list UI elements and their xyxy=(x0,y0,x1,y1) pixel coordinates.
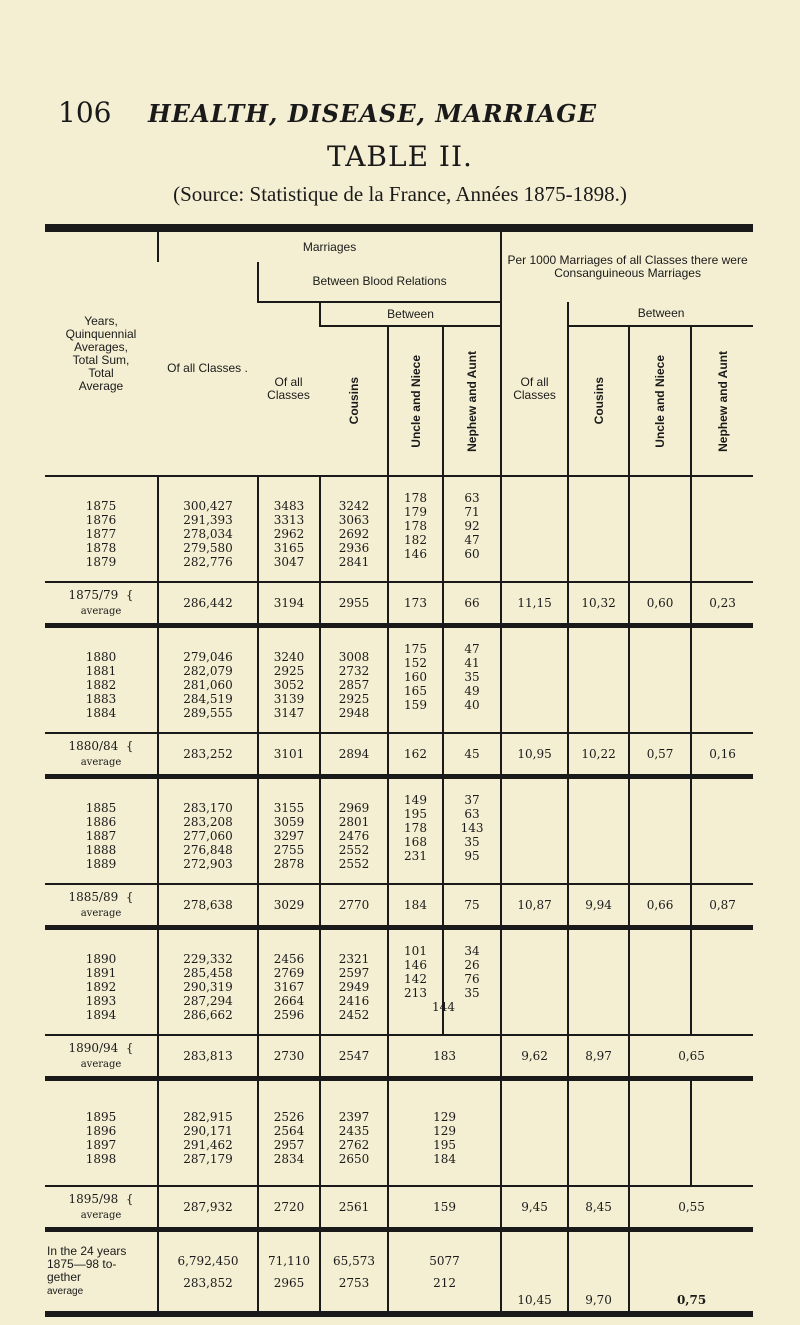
avg-cousins-cell: 2547 xyxy=(320,1035,388,1079)
blood-all-classes-header: Of all Classes xyxy=(258,302,320,476)
uncle-nephew-merged-cell: 129 129 195 184 xyxy=(388,1079,501,1187)
cousins-cell: 3242 3063 2692 2936 2841 xyxy=(320,476,388,582)
cousins-header: Cousins xyxy=(320,326,388,476)
marriages-header: Marriages xyxy=(158,232,501,262)
avg-uncle-cell: 162 xyxy=(388,733,443,777)
nephew-aunt-cell: 47 41 35 49 40 xyxy=(443,626,501,734)
avg-p-cousins-cell: 8,45 xyxy=(568,1186,629,1230)
nephew-aunt-cell: 37 63 143 35 95 xyxy=(443,777,501,885)
avg-p-all-cell: 9,62 xyxy=(501,1035,568,1079)
avg-cousins-cell: 2770 xyxy=(320,884,388,928)
total-blood-cell: 71,110 2965 xyxy=(258,1230,320,1315)
average-row xyxy=(45,884,753,928)
page-number: 106 xyxy=(58,96,112,129)
avg-p-nephew-cell: 0,16 xyxy=(691,733,753,777)
blood-all-cell: 3240 2925 3052 3139 3147 xyxy=(258,626,320,734)
nephew-aunt-cell: 63 71 92 47 60 xyxy=(443,476,501,582)
avg-nephew-cell: 66 xyxy=(443,582,501,626)
avg-p-cousins-cell: 10,22 xyxy=(568,733,629,777)
uncle-niece-cell: 175 152 160 165 159 xyxy=(388,626,443,734)
average-row xyxy=(45,733,753,777)
uncle-niece-cell: 178 179 178 182 146 xyxy=(388,476,443,582)
total-cousins-cell: 65,573 2753 xyxy=(320,1230,388,1315)
avg-p-cousins-cell: 8,97 xyxy=(568,1035,629,1079)
total-uncle-nephew-cell: 5077 212 xyxy=(388,1230,501,1315)
average-label: 1885/89 { average xyxy=(45,884,158,928)
years-cell: 1890 1891 1892 1893 1894 xyxy=(85,952,117,1022)
per1000-cousins-header: Cousins xyxy=(568,326,629,476)
avg-uncle-nephew-cell: 183 xyxy=(388,1035,501,1079)
per1000-header: Per 1000 Marriages of all Classes there were Consanguineous Marriages xyxy=(501,232,753,302)
avg-nephew-cell: 45 xyxy=(443,733,501,777)
avg-uncle-cell: 184 xyxy=(388,884,443,928)
blood-all-cell: 2526 2564 2957 2834 xyxy=(258,1079,320,1187)
all-classes-cell: 282,915 290,171 291,462 287,179 xyxy=(158,1079,258,1187)
avg-p-uncle-nephew-cell: 0,65 xyxy=(629,1035,753,1079)
per1000-between-header: Between xyxy=(568,302,753,326)
total-row xyxy=(45,1230,753,1315)
avg-blood-cell: 3194 xyxy=(258,582,320,626)
avg-p-uncle-cell: 0,60 xyxy=(629,582,691,626)
nephew-aunt-cell: 34 26 76 35 xyxy=(443,928,501,1036)
average-row xyxy=(45,582,753,626)
nephew-aunt-header: Nephew and Aunt xyxy=(443,326,501,476)
years-cell: 1885 1886 1887 1888 1889 xyxy=(85,801,117,871)
avg-p-nephew-cell: 0,87 xyxy=(691,884,753,928)
blood-all-cell: 2456 2769 3167 2664 2596 xyxy=(258,928,320,1036)
years-header: Years, Quinquennial Averages, Total Sum, Total Average xyxy=(45,232,158,476)
average-label: 1880/84 { average xyxy=(45,733,158,777)
page-header xyxy=(58,96,758,129)
year-rows xyxy=(45,1079,753,1187)
avg-p-uncle-cell: 0,57 xyxy=(629,733,691,777)
total-label: In the 24 years 1875—98 to- gether average xyxy=(45,1230,158,1315)
avg-blood-cell: 3101 xyxy=(258,733,320,777)
avg-cousins-cell: 2894 xyxy=(320,733,388,777)
all-classes-cell: 300,427 291,393 278,034 279,580 282,776 xyxy=(158,476,258,582)
year-rows xyxy=(45,626,753,734)
avg-p-uncle-cell: 0,66 xyxy=(629,884,691,928)
avg-p-all-cell: 11,15 xyxy=(501,582,568,626)
year-rows xyxy=(45,476,753,582)
table-source: (Source: Statistique de la France, Années 1875-1898.) xyxy=(173,182,627,206)
all-classes-cell: 279,046 282,079 281,060 284,519 289,555 xyxy=(158,626,258,734)
avg-cousins-cell: 2561 xyxy=(320,1186,388,1230)
average-row xyxy=(45,1035,753,1079)
total-p-cousins-cell: 9,70 xyxy=(568,1230,629,1315)
blood-all-cell: 3155 3059 3297 2755 2878 xyxy=(258,777,320,885)
of-all-classes-header: Of all Classes . xyxy=(158,262,258,476)
cousins-cell: 2969 2801 2476 2552 2552 xyxy=(320,777,388,885)
cousins-cell: 2321 2597 2949 2416 2452 xyxy=(320,928,388,1036)
all-classes-cell: 283,170 283,208 277,060 276,848 272,903 xyxy=(158,777,258,885)
years-cell: 1875 1876 1877 1878 1879 xyxy=(85,499,117,569)
all-classes-cell: 229,332 285,458 290,319 287,294 286,662 xyxy=(158,928,258,1036)
avg-blood-cell: 2730 xyxy=(258,1035,320,1079)
avg-p-all-cell: 9,45 xyxy=(501,1186,568,1230)
average-row xyxy=(45,1186,753,1230)
year-rows xyxy=(45,928,753,1036)
total-all-cell: 6,792,450 283,852 xyxy=(158,1230,258,1315)
years-cell: 1880 1881 1882 1883 1884 xyxy=(85,650,117,720)
running-head: HEALTH, DISEASE, MARRIAGE xyxy=(148,99,598,128)
average-label: 1890/94 { average xyxy=(45,1035,158,1079)
table-title: TABLE II. xyxy=(327,140,473,173)
avg-p-uncle-nephew-cell: 0,55 xyxy=(629,1186,753,1230)
avg-all-cell: 283,252 xyxy=(158,733,258,777)
total-p-all-cell: 10,45 xyxy=(501,1230,568,1315)
marriages-table xyxy=(45,232,753,1317)
avg-all-cell: 286,442 xyxy=(158,582,258,626)
total-p-uncle-nephew-cell: 0,75 xyxy=(629,1230,753,1315)
avg-p-cousins-cell: 10,32 xyxy=(568,582,629,626)
between-blood-header: Between Blood Relations xyxy=(258,262,501,302)
avg-cousins-cell: 2955 xyxy=(320,582,388,626)
avg-p-all-cell: 10,95 xyxy=(501,733,568,777)
avg-p-cousins-cell: 9,94 xyxy=(568,884,629,928)
avg-p-nephew-cell: 0,23 xyxy=(691,582,753,626)
cousins-cell: 2397 2435 2762 2650 xyxy=(320,1079,388,1187)
avg-blood-cell: 3029 xyxy=(258,884,320,928)
per1000-nephew-aunt-header: Nephew and Aunt xyxy=(691,326,753,476)
average-label: 1895/98 { average xyxy=(45,1186,158,1230)
avg-uncle-cell: 173 xyxy=(388,582,443,626)
avg-all-cell: 278,638 xyxy=(158,884,258,928)
avg-uncle-nephew-cell: 159 xyxy=(388,1186,501,1230)
years-cell: 1895 1896 1897 1898 xyxy=(85,1110,117,1166)
uncle-niece-header: Uncle and Niece xyxy=(388,326,443,476)
average-label: 1875/79 { average xyxy=(45,582,158,626)
avg-p-all-cell: 10,87 xyxy=(501,884,568,928)
top-rule xyxy=(45,224,753,232)
blood-all-cell: 3483 3313 2962 3165 3047 xyxy=(258,476,320,582)
per1000-uncle-niece-header: Uncle and Niece xyxy=(629,326,691,476)
avg-nephew-cell: 75 xyxy=(443,884,501,928)
avg-all-cell: 283,813 xyxy=(158,1035,258,1079)
cousins-cell: 3008 2732 2857 2925 2948 xyxy=(320,626,388,734)
between-header: Between xyxy=(320,302,501,326)
uncle-niece-cell: 149 195 178 168 231 xyxy=(388,777,443,885)
avg-blood-cell: 2720 xyxy=(258,1186,320,1230)
uncle-niece-cell: 101 146 142 213 144 xyxy=(388,928,443,1036)
per1000-all-classes-header: Of all Classes xyxy=(501,302,568,476)
year-rows xyxy=(45,777,753,885)
avg-all-cell: 287,932 xyxy=(158,1186,258,1230)
